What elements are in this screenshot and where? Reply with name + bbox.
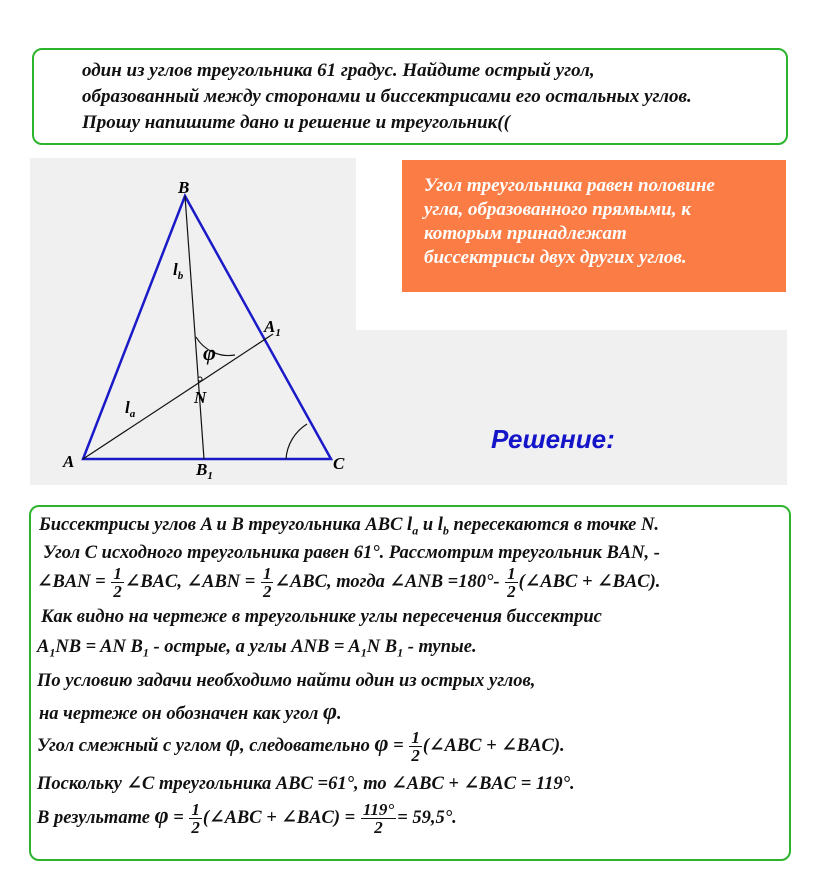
task-line-1: один из углов треугольника 61 градус. Найдите острый угол,: [82, 60, 595, 81]
solution-box: [29, 505, 791, 861]
solution-line-5: $A_1NB$ = AN $B_1$ - острые, а углы ANB = $A_1N$ $B_1$ - тупые.: [37, 637, 477, 660]
task-box: [32, 48, 788, 145]
bisector-lb: [185, 196, 204, 459]
label-b: B: [178, 178, 190, 197]
task-text: [82, 58, 782, 136]
hint-box: [402, 160, 786, 292]
solution-title-background: [356, 330, 787, 485]
label-n: N: [194, 388, 207, 407]
angle-c-arc: [286, 424, 307, 459]
task-line-2: образованный между сторонами и биссектрисами его остальных углов.: [82, 86, 692, 107]
solution-line-9: Поскольку ∠C треугольника ABC =61°, то ∠ABC + ∠BAC = 119°.: [37, 774, 575, 794]
solution-line-6: По условию задачи необходимо найти один из острых углов,: [37, 671, 536, 691]
solution-line-3: ∠BAN = $\frac{1}{2}$ ∠BAC, ∠ABN = $\frac{1}{2}$ ∠ABC, тогда ∠ANB =180°- $\frac{1}{2}$ (∠ABC + ∠BAC).: [37, 564, 661, 601]
label-a1: $A_1$: [264, 317, 281, 339]
solution-line-2: Угол C исходного треугольника равен 61°. Рассмотрим треугольник BAN, -: [43, 543, 660, 563]
label-c: C: [333, 454, 345, 473]
hint-line-1: Угол треугольника равен половине: [424, 175, 715, 196]
solution-line-8: Угол смежный с углом φ, следовательно φ = $\frac{1}{2}$ (∠ABC + ∠BAC).: [37, 728, 565, 765]
label-phi: φ: [203, 340, 216, 365]
solution-line-7: на чертеже он обозначен как угол φ.: [39, 699, 342, 725]
solution-title: Решение:: [491, 424, 615, 454]
hint-text: [424, 174, 774, 270]
label-a: A: [63, 452, 75, 471]
label-lb: $l_b$: [173, 260, 184, 282]
triangle-abc: [83, 196, 331, 459]
point-n: [198, 377, 202, 381]
hint-line-4: биссектрисы двух других углов.: [424, 247, 687, 268]
solution-line-10: В результате φ = $\frac{1}{2}$ (∠ABC + ∠BAC) = $\frac{119^\circ}{2}$ = 59,5°.: [37, 800, 457, 837]
label-b1: $B_1$: [196, 460, 213, 482]
task-line-3: Прошу напишите дано и решение и треугольник((: [82, 112, 510, 133]
hint-line-2: угла, образованного прямыми, к: [424, 199, 691, 220]
hint-line-3: которым принадлежат: [424, 223, 627, 244]
label-la: $l_a$: [125, 398, 136, 420]
bisector-la: [83, 334, 273, 459]
triangle-figure: [30, 158, 356, 485]
solution-line-1: Биссектрисы углов A и B треугольника ABC $l_a$ и $l_b$ пересекаются в точке N.: [39, 515, 659, 538]
solution-line-4: Как видно на чертеже в треугольнике углы пересечения биссектрис: [41, 607, 602, 627]
